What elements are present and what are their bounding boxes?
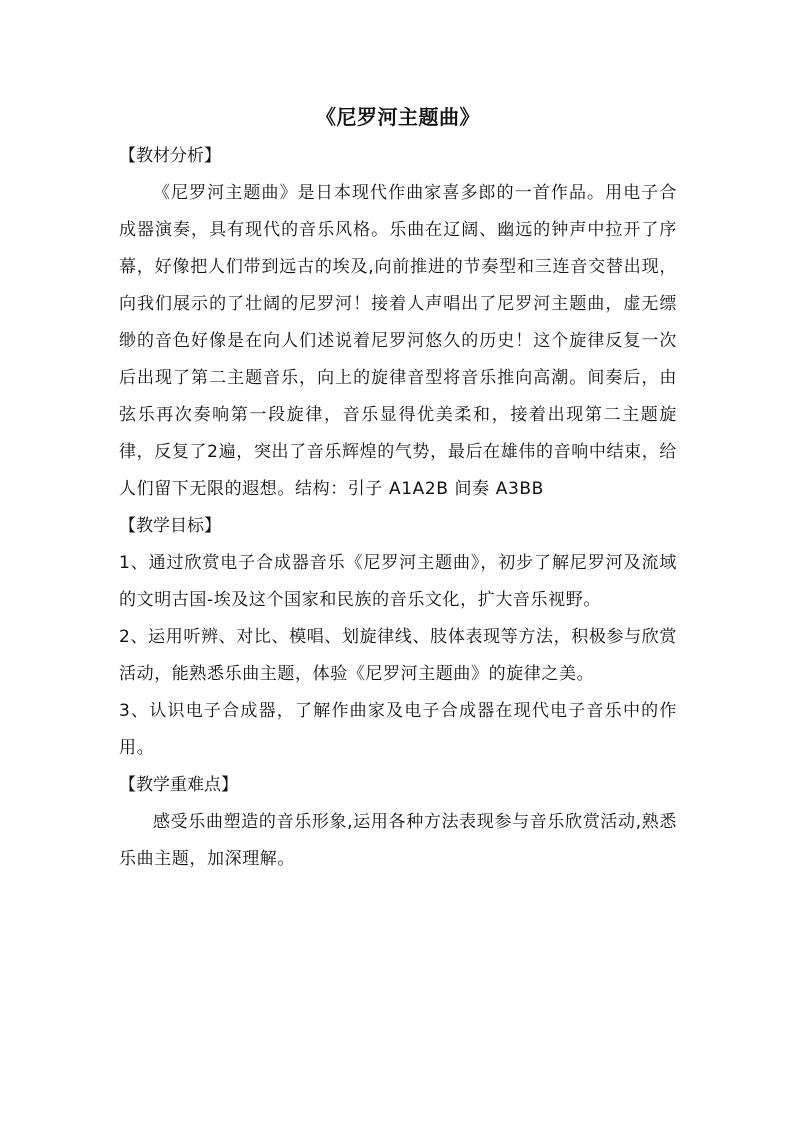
document-body [119, 100, 677, 878]
teaching-goal-item-3: 3、认识电子合成器，了解作曲家及电子合成器在现代电子音乐中的作用。 [119, 701, 677, 758]
document-title: 《尼罗河主题曲》 [316, 105, 480, 129]
key-difficulties-paragraph: 感受乐曲塑造的音乐形象,运用各种方法表现参与音乐欣赏活动,熟悉乐曲主题，加深理解。 [119, 812, 677, 869]
textbook-analysis-paragraph: 《尼罗河主题曲》是日本现代作曲家喜多郎的一首作品。用电子合成器演奏，具有现代的音乐风格。乐曲在辽阔、幽远的钟声中拉开了序幕，好像把人们带到远古的埃及,向前推进的节奏型和三连音交替出现，向我们展示的了壮阔的尼罗河！接着人声唱出了尼罗河主题曲，虚无缥缈的音色好像是在向人们述说着尼罗河悠久的历史！这个旋律反复一次后出现了第二主题音乐，向上的旋律音型将音乐推向高潮。间奏后，由弦乐再次奏响第一段旋律，音乐显得优美柔和，接着出现第二主题旋律，反复了2遍，突出了音乐辉煌的气势，最后在雄伟的音响中结束，给人们留下无限的遐想。结构：引子 A1A2B 间奏 A3BB [119, 183, 677, 499]
teaching-goal-item-1: 1、通过欣赏电子合成器音乐《尼罗河主题曲》，初步了解尼罗河及流域的文明古国-埃及这个国家和民族的音乐文化，扩大音乐视野。 [119, 553, 677, 610]
section-heading-key-difficulties: 【教学重难点】 [119, 775, 238, 795]
section-heading-teaching-goals: 【教学目标】 [119, 516, 221, 536]
teaching-goal-item-2: 2、运用听辨、对比、模唱、划旋律线、肢体表现等方法，积极参与欣赏活动，能熟悉乐曲主题，体验《尼罗河主题曲》的旋律之美。 [119, 627, 677, 684]
section-heading-textbook-analysis: 【教材分析】 [119, 146, 221, 166]
